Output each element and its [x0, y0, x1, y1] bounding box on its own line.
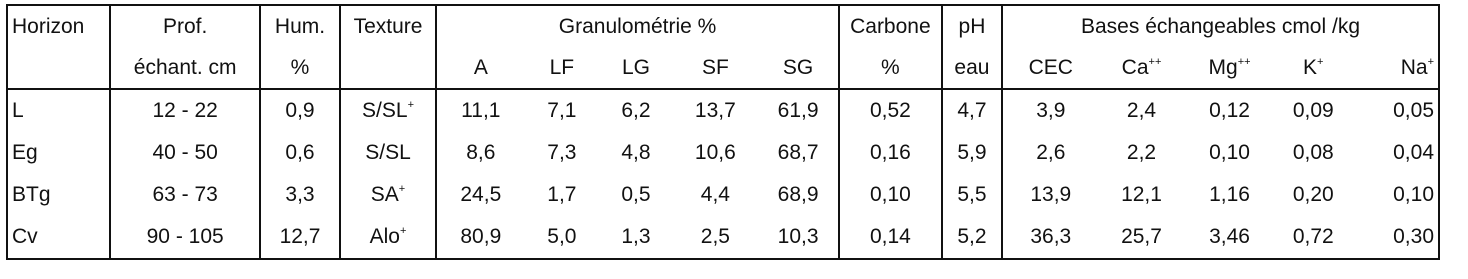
cell-na: 0,30: [1352, 216, 1439, 259]
cell-ca: 25,7: [1099, 216, 1185, 259]
cell-prof: 63 - 73: [110, 174, 260, 216]
header-horizon: Horizon: [7, 5, 110, 48]
cell-na: 0,05: [1352, 89, 1439, 132]
header-granulo-sg: SG: [758, 48, 839, 89]
cell-horizon: Cv: [7, 216, 110, 259]
cell-granulo-sg: 68,9: [758, 174, 839, 216]
cell-cec: 3,9: [1036, 99, 1066, 122]
cell-texture: S/SL+: [340, 89, 437, 132]
cell-mg: 0,12: [1209, 99, 1250, 122]
cell-carbone: 0,14: [839, 216, 942, 259]
cell-prof: 90 - 105: [110, 216, 260, 259]
cell-na: 0,04: [1352, 132, 1439, 174]
cell-carbone: 0,52: [839, 89, 942, 132]
cell-cec: 2,6: [1036, 141, 1066, 164]
cell-granulo-a: 80,9: [436, 216, 524, 259]
soil-analysis-table: [6, 4, 1440, 260]
cell-granulo-lg: 4,8: [621, 141, 651, 164]
cell-granulo-sf: 4,4: [700, 183, 730, 206]
cell-mg: 1,16: [1209, 183, 1250, 206]
cell-cec: 13,9: [1030, 183, 1072, 206]
header-row-1: [7, 5, 1439, 48]
cell-na: 0,10: [1352, 174, 1439, 216]
header-hum-unit: %: [260, 48, 339, 89]
cell-ph: 5,5: [942, 174, 1002, 216]
cell-granulo-lg: 1,3: [599, 216, 672, 259]
table-row: [7, 89, 1439, 132]
cell-k: 0,09: [1292, 99, 1334, 122]
cell-carbone: 0,16: [839, 132, 942, 174]
cell-granulo-sf: 2,5: [672, 216, 758, 259]
cell-granulo-lg: 6,2: [621, 99, 651, 122]
cell-cec: 36,3: [1002, 216, 1099, 259]
header-bases: Bases échangeables cmol /kg: [1002, 5, 1439, 48]
cell-k: 0,20: [1292, 183, 1334, 206]
header-base-na: Na+: [1352, 48, 1439, 89]
header-granulometrie: Granulométrie %: [436, 5, 839, 48]
cell-k: 0,72: [1275, 216, 1352, 259]
cell-ph: 5,2: [942, 216, 1002, 259]
cell-ca: 2,4: [1126, 99, 1157, 122]
header-base-ca: Ca++: [1099, 48, 1185, 89]
cell-granulo-lf: 5,0: [524, 216, 599, 259]
cell-granulo-sg: 10,3: [758, 216, 839, 259]
cell-granulo-a: 24,5: [460, 183, 502, 206]
header-prof-unit: échant. cm: [110, 48, 260, 89]
header-granulo-lg: LG: [599, 48, 672, 89]
header-ph: pH: [942, 5, 1002, 48]
cell-hum: 3,3: [260, 174, 339, 216]
cell-carbone: 0,10: [839, 174, 942, 216]
header-base-cec: CEC: [1002, 48, 1099, 89]
cell-granulo-a: 11,1: [461, 99, 501, 122]
cell-texture: SA+: [340, 174, 437, 216]
cell-granulo-lf: 1,7: [547, 183, 577, 206]
header-texture-empty: [340, 48, 437, 89]
header-hum: Hum.: [260, 5, 339, 48]
cell-ca: 2,2: [1126, 141, 1157, 164]
header-granulo-sf: SF: [672, 48, 758, 89]
cell-ca: 12,1: [1121, 183, 1162, 206]
cell-granulo-sg: 68,7: [758, 132, 839, 174]
cell-hum: 0,6: [260, 132, 339, 174]
cell-ph: 5,9: [942, 132, 1002, 174]
cell-texture: Alo+: [340, 216, 437, 259]
header-ph-unit: eau: [942, 48, 1002, 89]
cell-hum: 0,9: [260, 89, 339, 132]
cell-texture: S/SL: [340, 132, 437, 174]
cell-granulo-lf: 7,3: [547, 141, 577, 164]
cell-ph: 4,7: [942, 89, 1002, 132]
cell-mg: 0,10: [1209, 141, 1250, 164]
cell-k: 0,08: [1292, 141, 1334, 164]
header-granulo-a: A: [436, 48, 524, 89]
cell-hum: 12,7: [260, 216, 339, 259]
header-granulo-lf: LF: [524, 48, 599, 89]
cell-prof: 40 - 50: [110, 132, 260, 174]
cell-horizon: Eg: [7, 132, 110, 174]
cell-granulo-lg: 0,5: [621, 183, 651, 206]
header-texture: Texture: [340, 5, 437, 48]
header-prof: Prof.: [110, 5, 260, 48]
header-carbone-unit: %: [839, 48, 942, 89]
cell-granulo-a: 8,6: [466, 141, 496, 164]
cell-granulo-sg: 61,9: [758, 89, 839, 132]
table-row: [7, 216, 1439, 259]
table-row: [7, 174, 1439, 216]
cell-granulo-sf: 13,7: [694, 99, 736, 122]
header-base-mg: Mg++: [1184, 48, 1274, 89]
cell-mg: 3,46: [1184, 216, 1274, 259]
cell-granulo-sf: 10,6: [694, 141, 736, 164]
cell-horizon: BTg: [7, 174, 110, 216]
cell-horizon: L: [7, 89, 110, 132]
header-row-2: [7, 48, 1439, 89]
cell-prof: 12 - 22: [110, 89, 260, 132]
header-base-k: K+: [1275, 48, 1352, 89]
table-row: [7, 132, 1439, 174]
header-carbone: Carbone: [839, 5, 942, 48]
cell-granulo-lf: 7,1: [547, 99, 577, 122]
header-horizon-empty: [7, 48, 110, 89]
